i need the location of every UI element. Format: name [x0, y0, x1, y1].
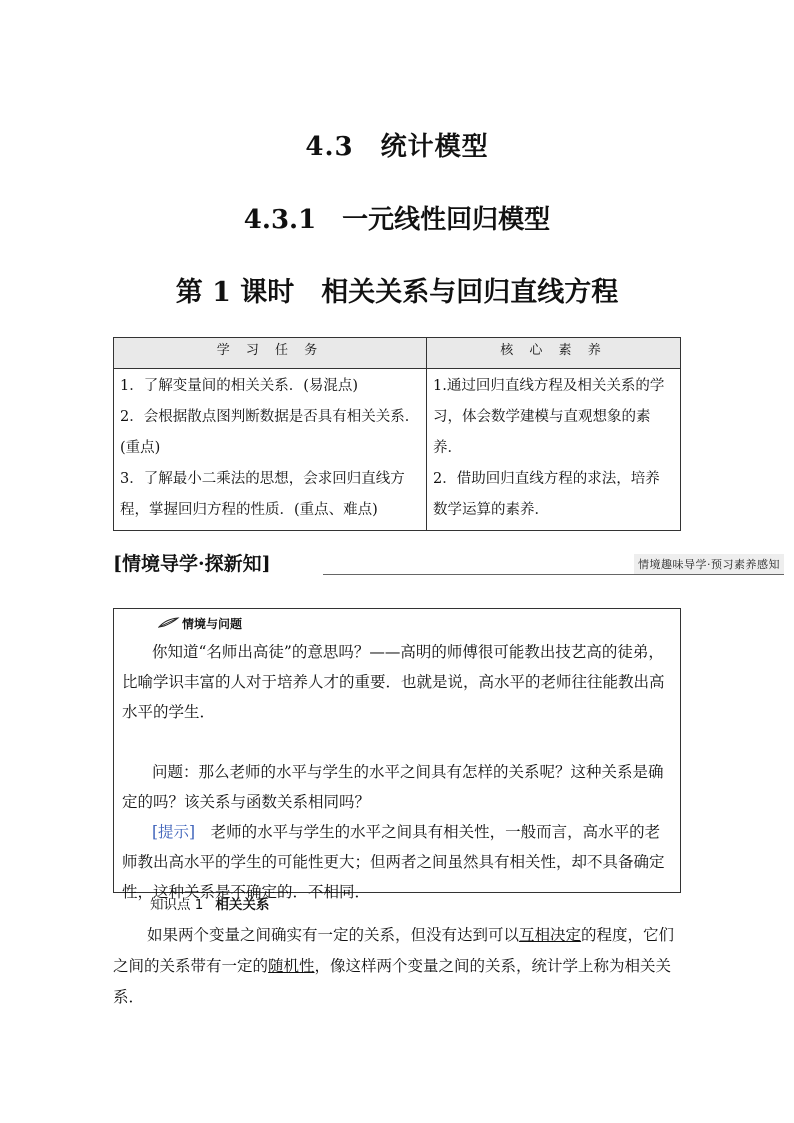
subsection-title: 4.3.1 一元线性回归模型: [243, 205, 551, 235]
hint-text: 老师的水平与学生的水平之间具有相关性，一般而言，高水平的老师教出高水平的学生的可能性更大；但两者之间虽然具有相关性，却不具备确定性，这种关系是不确定的．不相同．: [122, 823, 665, 901]
context-question: 问题：那么老师的水平与学生的水平之间具有怎样的关系呢？这种关系是确定的吗？该关系与函数关系相同吗？: [122, 763, 664, 811]
core-literacy-cell: [427, 369, 681, 531]
knowledge-point-heading: [150, 893, 269, 913]
core-literacy-header: 核 心 素 养: [427, 338, 681, 369]
context-label: [158, 615, 242, 632]
literacy-item: 2．借助回归直线方程的求法，培养数学运算的素养．: [433, 471, 660, 518]
context-label-text: 情境与问题: [182, 617, 243, 631]
body-text: 如果两个变量之间确实有一定的关系，但没有达到可以: [147, 926, 520, 944]
section-header: [113, 549, 784, 575]
task-item: 2．会根据散点图判断数据是否具有相关关系．(重点): [120, 409, 420, 456]
feather-pen-icon: [158, 617, 180, 629]
lesson-title: 第 1 课时 相关关系与回归直线方程: [175, 277, 619, 308]
underlined-term: 互相决定: [519, 926, 582, 944]
body-text: ，像这样两个变量之间的关系，统计学上称为相关关系．: [113, 957, 672, 1006]
knowledge-point-body: [113, 920, 679, 1013]
underlined-term: 随机性: [268, 957, 315, 975]
divider: [323, 574, 784, 575]
knowledge-point-index: 知识点 1: [150, 897, 204, 913]
body-text: 的程度，它们之间的关系带有一定的: [113, 926, 675, 975]
learning-tasks-header: 学 习 任 务: [114, 338, 427, 369]
context-paragraph-1: 你知道“名师出高徒”的意思吗？——高明的师傅很可能教出技艺高的徒弟，比喻学识丰富的人对于培养人才的重要．也就是说，高水平的老师往往能教出高水平的学生．: [122, 643, 665, 721]
learning-tasks-cell: [114, 369, 427, 531]
section-header-title: [情境导学·探新知]: [113, 553, 271, 575]
task-item: 1．了解变量间的相关关系．(易混点): [120, 378, 359, 394]
task-item: 3．了解最小二乘法的思想，会求回归直线方程，掌握回归方程的性质．(重点、难点): [120, 471, 405, 518]
section-tag: 情境趣味导学·预习素养感知: [634, 554, 784, 574]
literacy-item: 1.通过回归直线方程及相关关系的学习，体会数学建模与直观想象的素养．: [433, 378, 665, 456]
section-title: 4.3 统计模型: [305, 132, 489, 162]
hint-label: [提示]: [152, 823, 196, 841]
tasks-table: [113, 337, 681, 531]
context-box: [113, 608, 681, 901]
knowledge-point-name: 相关关系: [215, 897, 270, 913]
